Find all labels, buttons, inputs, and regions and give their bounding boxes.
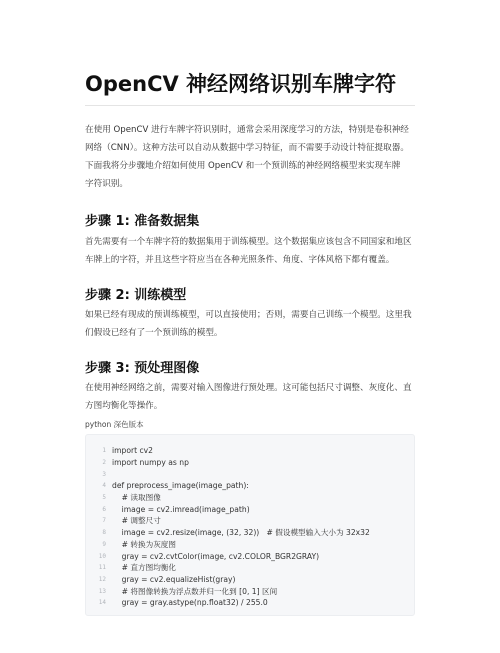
code-line <box>86 445 370 457</box>
code-line <box>86 527 370 539</box>
code-text: gray = cv2.equalizeHist(gray) <box>112 574 236 584</box>
line-number: 8 <box>102 529 106 537</box>
line-number: 14 <box>98 599 106 607</box>
line-number: 3 <box>102 470 106 478</box>
code-text: # 将图像转换为浮点数并归一化到 [0, 1] 区间 <box>112 586 278 596</box>
code-block[interactable] <box>85 434 415 616</box>
code-line <box>86 585 370 597</box>
page-title: OpenCV 神经网络识别车牌字符 <box>85 72 397 96</box>
code-text: # 转换为灰度图 <box>112 539 176 549</box>
code-line <box>86 574 370 586</box>
code-line <box>86 550 370 562</box>
code-line <box>86 597 370 609</box>
intro-line: 字符识别。 <box>85 179 128 189</box>
code-line <box>86 515 370 527</box>
step1-line: 首先需要有一个车牌字符的数据集用于训练模型。这个数据集应该包含不同国家和地区 <box>85 237 412 247</box>
intro-line: 网络（CNN）。这种方法可以自动从数据中学习特征，而不需要手动设计特征提取器。 <box>85 143 409 153</box>
step3-heading: 步骤 3: 预处理图像 <box>85 361 200 376</box>
code-text: gray = gray.astype(np.float32) / 255.0 <box>112 598 268 608</box>
step2-paragraph <box>85 306 417 342</box>
code-line <box>86 457 370 469</box>
line-number: 4 <box>102 482 106 490</box>
step2-line: 如果已经有现成的预训练模型，可以直接使用；否则，需要自己训练一个模型。这里我 <box>85 310 412 320</box>
code-line <box>86 480 370 492</box>
step3-line: 在使用神经网络之前，需要对输入图像进行预处理。这可能包括尺寸调整、灰度化、直 <box>85 383 412 393</box>
code-line <box>86 492 370 504</box>
code-text: # 调整尺寸 <box>112 516 161 526</box>
code-text: def preprocess_image(image_path): <box>112 481 249 491</box>
line-number: 13 <box>98 587 106 595</box>
step1-paragraph <box>85 233 417 269</box>
step1-heading: 步骤 1: 准备数据集 <box>85 214 200 229</box>
code-text: # 读取图像 <box>112 493 161 503</box>
step3-line: 方图均衡化等操作。 <box>85 401 163 411</box>
code-language-caption: python 深色版本 <box>85 420 144 429</box>
line-number: 12 <box>98 575 106 583</box>
title-divider <box>85 105 415 106</box>
line-number: 6 <box>102 505 106 513</box>
intro-paragraph <box>85 121 417 193</box>
line-number: 11 <box>98 564 106 572</box>
line-number: 2 <box>102 459 106 467</box>
step3-paragraph <box>85 379 417 415</box>
step2-line: 们假设已经有了一个预训练的模型。 <box>85 328 223 338</box>
code-text: image = cv2.resize(image, (32, 32)) # 假设模型输入大小为 32x32 <box>112 528 370 538</box>
code-text: import cv2 <box>112 446 153 456</box>
code-text: # 直方图均衡化 <box>112 563 176 573</box>
code-text: import numpy as np <box>112 458 189 468</box>
code-text: image = cv2.imread(image_path) <box>112 504 250 514</box>
code-line <box>86 562 370 574</box>
intro-line: 在使用 OpenCV 进行车牌字符识别时，通常会采用深度学习的方法，特别是卷积神经 <box>85 125 409 135</box>
code-text: gray = cv2.cvtColor(image, cv2.COLOR_BGR2GRAY) <box>112 551 320 561</box>
step2-heading: 步骤 2: 训练模型 <box>85 288 187 303</box>
step1-line: 车牌上的字符，并且这些字符应当在各种光照条件、角度、字体风格下都有覆盖。 <box>85 255 395 265</box>
line-number: 7 <box>102 517 106 525</box>
line-number: 9 <box>102 540 106 548</box>
intro-line: 下面我将分步骤地介绍如何使用 OpenCV 和一个预训练的神经网络模型来实现车牌 <box>85 161 401 171</box>
code-line <box>86 539 370 551</box>
line-number: 10 <box>98 552 106 560</box>
line-number: 1 <box>102 447 106 455</box>
line-number: 5 <box>102 494 106 502</box>
code-line <box>86 503 370 515</box>
code-lines <box>86 445 370 609</box>
code-line <box>86 468 370 480</box>
